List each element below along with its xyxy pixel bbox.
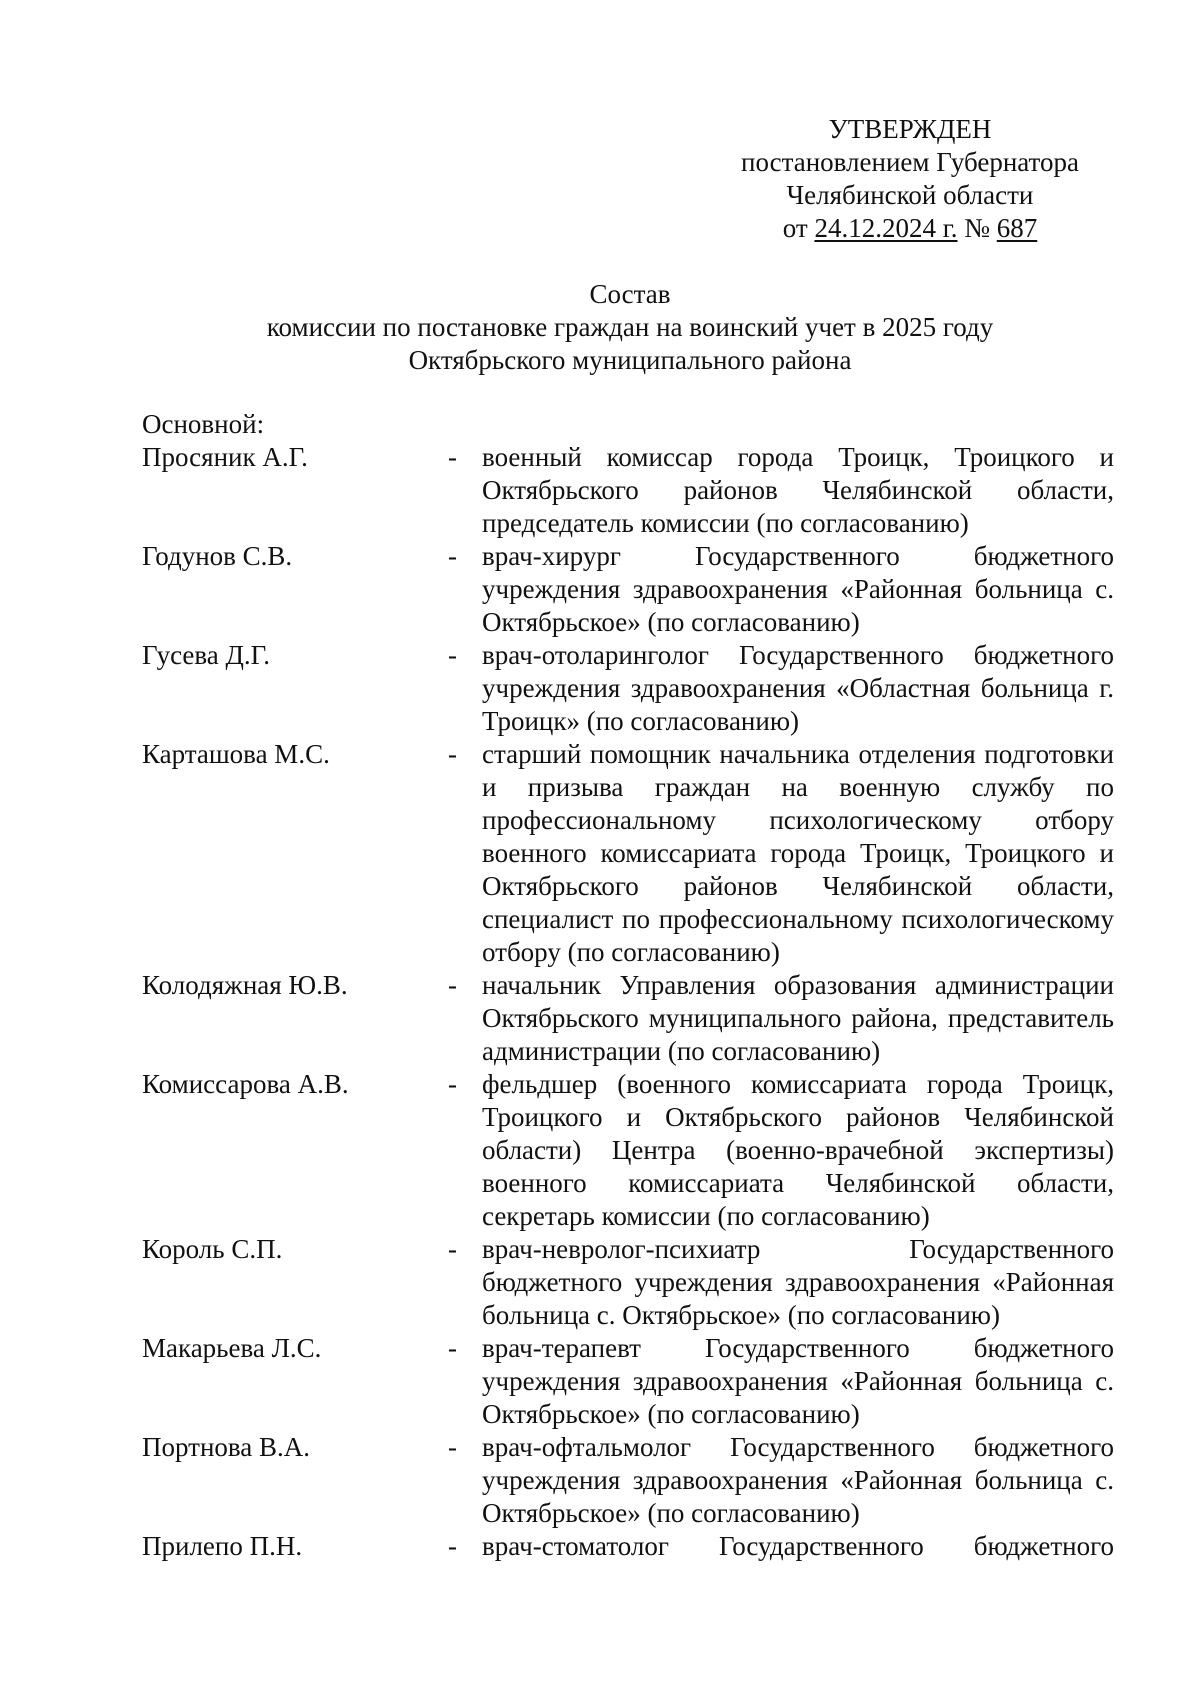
group-label: Основной: xyxy=(142,409,265,439)
approval-date-line xyxy=(720,212,1100,245)
member-name: Комиссарова А.В. xyxy=(142,1069,349,1099)
approval-date: 24.12.2024 г. xyxy=(814,213,958,243)
member-role: врач-хирург Государственного бюджетного учреждения здравоохранения «Районная больница с. Октябрьское» (по согласованию) xyxy=(482,541,1114,637)
member-role: старший помощник начальника отделения подготовки и призыва граждан на военную службу по профессиональному психологическому отбору военного комиссариата города Троицк, Троицкого и Октябрьского районов Челябинской области, специалист по профессиональному психологическому отбору (по согласованию) xyxy=(482,739,1114,967)
approval-line-decree: постановлением Губернатора xyxy=(741,147,1079,177)
list-item xyxy=(142,1233,1114,1332)
heading-district: Октябрьского муниципального района xyxy=(408,345,852,375)
heading-subtitle: комиссии по постановке граждан на воинский учет в 2025 году xyxy=(266,312,994,342)
member-dash: - xyxy=(448,1432,457,1462)
list-item xyxy=(142,1431,1114,1530)
approval-title: УТВЕРЖДЕН xyxy=(828,114,992,144)
list-item xyxy=(142,639,1114,738)
members-list xyxy=(142,441,1114,1563)
list-item xyxy=(142,1332,1114,1431)
member-dash: - xyxy=(448,1333,457,1363)
member-name: Макарьева Л.С. xyxy=(142,1333,322,1363)
member-role: фельдшер (военного комиссариата города Троицк, Троицкого и Октябрьского районов Челябинской области) Центра (военно-врачебной экспертизы) военного комиссариата Челябинской области, секретарь комиссии (по согласованию) xyxy=(482,1069,1114,1231)
list-item xyxy=(142,969,1114,1068)
member-role: врач-терапевт Государственного бюджетного учреждения здравоохранения «Районная больница с. Октябрьское» (по согласованию) xyxy=(482,1333,1114,1429)
member-dash: - xyxy=(448,1531,457,1561)
list-item xyxy=(142,540,1114,639)
member-name: Карташова М.С. xyxy=(142,739,330,769)
member-dash: - xyxy=(448,1069,457,1099)
approval-number-prefix: № xyxy=(957,213,997,243)
approval-line-region: Челябинской области xyxy=(786,180,1034,210)
heading-title: Состав xyxy=(589,279,671,309)
member-role: врач-офтальмолог Государственного бюджетного учреждения здравоохранения «Районная больница с. Октябрьское» (по согласованию) xyxy=(482,1432,1114,1528)
member-dash: - xyxy=(448,970,457,1000)
list-item xyxy=(142,738,1114,969)
member-role: врач-невролог-психиатр Государственного бюджетного учреждения здравоохранения «Районная больница с. Октябрьское» (по согласованию) xyxy=(482,1234,1114,1330)
member-dash: - xyxy=(448,541,457,571)
list-item xyxy=(142,441,1114,540)
member-name: Прилепо П.Н. xyxy=(142,1531,303,1561)
member-name: Гусева Д.Г. xyxy=(142,640,270,670)
list-item xyxy=(142,1530,1114,1563)
member-name: Король С.П. xyxy=(142,1234,283,1264)
member-role: врач-отоларинголог Государственного бюджетного учреждения здравоохранения «Областная больница г. Троицк» (по согласованию) xyxy=(482,640,1114,736)
member-dash: - xyxy=(448,442,457,472)
member-dash: - xyxy=(448,1234,457,1264)
member-role: военный комиссар города Троицк, Троицкого и Октябрьского районов Челябинской области, председатель комиссии (по согласованию) xyxy=(482,442,1114,538)
approval-number: 687 xyxy=(996,213,1038,243)
approval-stamp xyxy=(720,113,1100,245)
approval-date-prefix: от xyxy=(782,213,815,243)
member-role: врач-стоматолог Государственного бюджетного xyxy=(482,1531,1114,1561)
member-name: Просяник А.Г. xyxy=(142,442,308,472)
member-name: Колодяжная Ю.В. xyxy=(142,970,348,1000)
member-name: Годунов С.В. xyxy=(142,541,293,571)
document-heading xyxy=(140,278,1120,377)
list-item xyxy=(142,1068,1114,1233)
member-dash: - xyxy=(448,640,457,670)
member-dash: - xyxy=(448,739,457,769)
member-role: начальник Управления образования администрации Октябрьского муниципального района, представитель администрации (по согласованию) xyxy=(482,970,1114,1066)
member-name: Портнова В.А. xyxy=(142,1432,311,1462)
